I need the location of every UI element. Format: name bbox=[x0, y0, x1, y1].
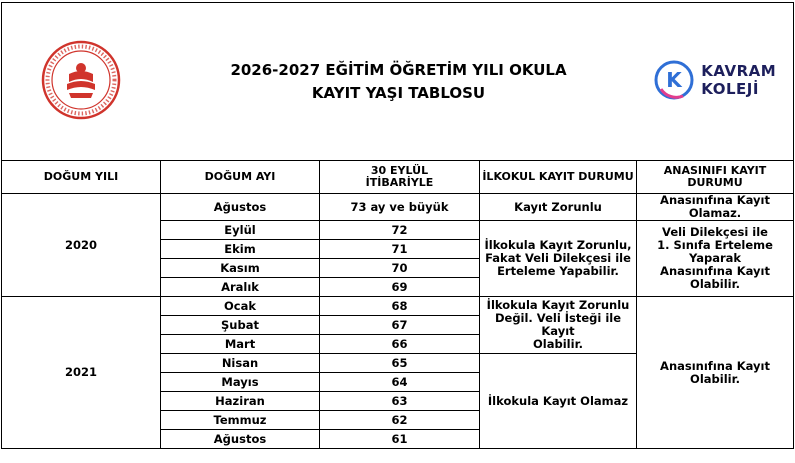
table-row bbox=[2, 297, 794, 316]
title-cell bbox=[161, 3, 637, 161]
month-cell: Nisan bbox=[161, 354, 320, 373]
col-birth-month: DOĞUM AYI bbox=[161, 161, 320, 194]
month-cell: Temmuz bbox=[161, 411, 320, 430]
age-cell: 62 bbox=[320, 411, 480, 430]
meb-seal-icon bbox=[39, 38, 123, 122]
age-cell: 69 bbox=[320, 278, 480, 297]
age-cell: 73 ay ve büyük bbox=[320, 194, 480, 221]
kinder-status-cell: Veli Dilekçesi ile 1. Sınıfa Erteleme Yaparak Anasınıfına Kayıt Olabilir. bbox=[637, 221, 794, 297]
svg-text:K: K bbox=[666, 68, 683, 92]
primary-status-cell: Kayıt Zorunlu bbox=[480, 194, 637, 221]
header-row bbox=[2, 3, 794, 161]
primary-status-cell: İlkokula Kayıt Zorunlu, Fakat Veli Dilekçesi ile Erteleme Yapabilir. bbox=[480, 221, 637, 297]
age-cell: 65 bbox=[320, 354, 480, 373]
age-cell: 66 bbox=[320, 335, 480, 354]
age-cell: 71 bbox=[320, 240, 480, 259]
column-header-row bbox=[2, 161, 794, 194]
primary-status-cell: İlkokula Kayıt Olamaz bbox=[480, 354, 637, 449]
month-cell: Ağustos bbox=[161, 194, 320, 221]
month-cell: Şubat bbox=[161, 316, 320, 335]
kinder-status-cell: Anasınıfına Kayıt Olamaz. bbox=[637, 194, 794, 221]
month-cell: Ocak bbox=[161, 297, 320, 316]
title-line-1: 2026-2027 EĞİTİM ÖĞRETİM YILI OKULA bbox=[230, 60, 567, 79]
registration-age-table bbox=[1, 2, 794, 449]
col-primary-status: İLKOKUL KAYIT DURUMU bbox=[480, 161, 637, 194]
month-cell: Kasım bbox=[161, 259, 320, 278]
age-cell: 70 bbox=[320, 259, 480, 278]
month-cell: Ekim bbox=[161, 240, 320, 259]
month-cell: Haziran bbox=[161, 392, 320, 411]
month-cell: Eylül bbox=[161, 221, 320, 240]
meb-logo-cell bbox=[2, 3, 161, 161]
kinder-status-cell: Anasınıfına Kayıt Olabilir. bbox=[637, 297, 794, 449]
registration-age-table-sheet bbox=[1, 2, 793, 462]
year-cell-2020: 2020 bbox=[2, 194, 161, 297]
primary-status-cell: İlkokula Kayıt Zorunlu Değil. Veli İsteği ile Kayıt Olabilir. bbox=[480, 297, 637, 354]
kavram-logo bbox=[653, 59, 776, 101]
age-cell: 68 bbox=[320, 297, 480, 316]
col-age: 30 EYLÜL İTİBARİYLE bbox=[320, 161, 480, 194]
col-kinder-status: ANASINIFI KAYIT DURUMU bbox=[637, 161, 794, 194]
month-cell: Mayıs bbox=[161, 373, 320, 392]
kavram-logo-line-2: KOLEJİ bbox=[701, 80, 759, 98]
month-cell: Mart bbox=[161, 335, 320, 354]
month-cell: Ağustos bbox=[161, 430, 320, 449]
age-cell: 64 bbox=[320, 373, 480, 392]
title-line-2: KAYIT YAŞI TABLOSU bbox=[311, 83, 486, 102]
age-cell: 72 bbox=[320, 221, 480, 240]
age-cell: 67 bbox=[320, 316, 480, 335]
month-cell: Aralık bbox=[161, 278, 320, 297]
kavram-logo-cell bbox=[637, 3, 794, 161]
table-row bbox=[2, 194, 794, 221]
kavram-k-icon bbox=[653, 59, 695, 101]
kavram-logo-line-1: KAVRAM bbox=[701, 62, 777, 80]
col-birth-year: DOĞUM YILI bbox=[2, 161, 161, 194]
year-cell-2021: 2021 bbox=[2, 297, 161, 449]
age-cell: 63 bbox=[320, 392, 480, 411]
age-cell: 61 bbox=[320, 430, 480, 449]
